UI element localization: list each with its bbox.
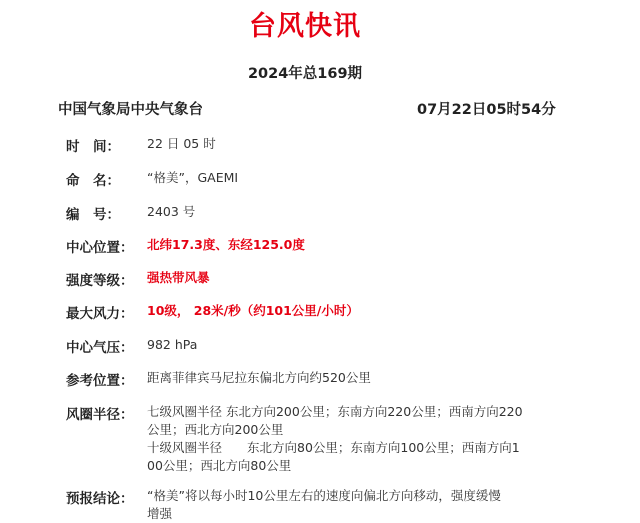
wind-radius-label: 风圈半径： xyxy=(66,407,134,423)
number-value: 2403 号 xyxy=(147,204,196,219)
wind-radius-line: 七级风圈半径 东北方向200公里；东南方向220公里；西南方向220 xyxy=(147,404,523,419)
pressure-label: 中心气压： xyxy=(66,340,134,356)
reference-position-label: 参考位置： xyxy=(66,373,134,389)
issuing-agency: 中国气象局中央气象台 xyxy=(58,102,203,118)
wind-radius-value xyxy=(147,403,547,475)
bulletin-title: 台风快讯 xyxy=(249,11,361,42)
name-label: 命 名： xyxy=(66,173,120,189)
intensity-label: 强度等级： xyxy=(66,273,134,289)
intensity-value: 强热带风暴 xyxy=(147,270,210,285)
forecast-value xyxy=(147,487,547,523)
reference-position-value: 距离菲律宾马尼拉东偏北方向约520公里 xyxy=(147,370,371,385)
center-position-value: 北纬17.3度、东经125.0度 xyxy=(147,237,305,252)
number-label: 编 号： xyxy=(66,207,120,223)
issue-timestamp: 07月22日05时54分 xyxy=(417,102,556,118)
wind-radius-line: 公里；西北方向200公里 xyxy=(147,422,284,437)
wind-radius-line: 00公里；西北方向80公里 xyxy=(147,458,292,473)
name-value: “格美”，GAEMI xyxy=(147,170,239,185)
center-position-label: 中心位置： xyxy=(66,240,134,256)
pressure-value: 982 hPa xyxy=(147,337,198,352)
forecast-line: 增强 xyxy=(147,506,173,521)
time-label: 时 间： xyxy=(66,139,120,155)
forecast-label: 预报结论： xyxy=(66,491,134,507)
max-wind-label: 最大风力： xyxy=(66,306,134,322)
issue-number: 2024年总169期 xyxy=(247,66,363,82)
max-wind-value: 10级， 28米/秒（约101公里/小时） xyxy=(147,303,359,318)
time-value: 22 日 05 时 xyxy=(147,136,216,151)
forecast-line: “格美”将以每小时10公里左右的速度向偏北方向移动，强度缓慢 xyxy=(147,488,501,503)
wind-radius-line: 十级风圈半径 东北方向80公里；东南方向100公里；西南方向1 xyxy=(147,440,520,455)
